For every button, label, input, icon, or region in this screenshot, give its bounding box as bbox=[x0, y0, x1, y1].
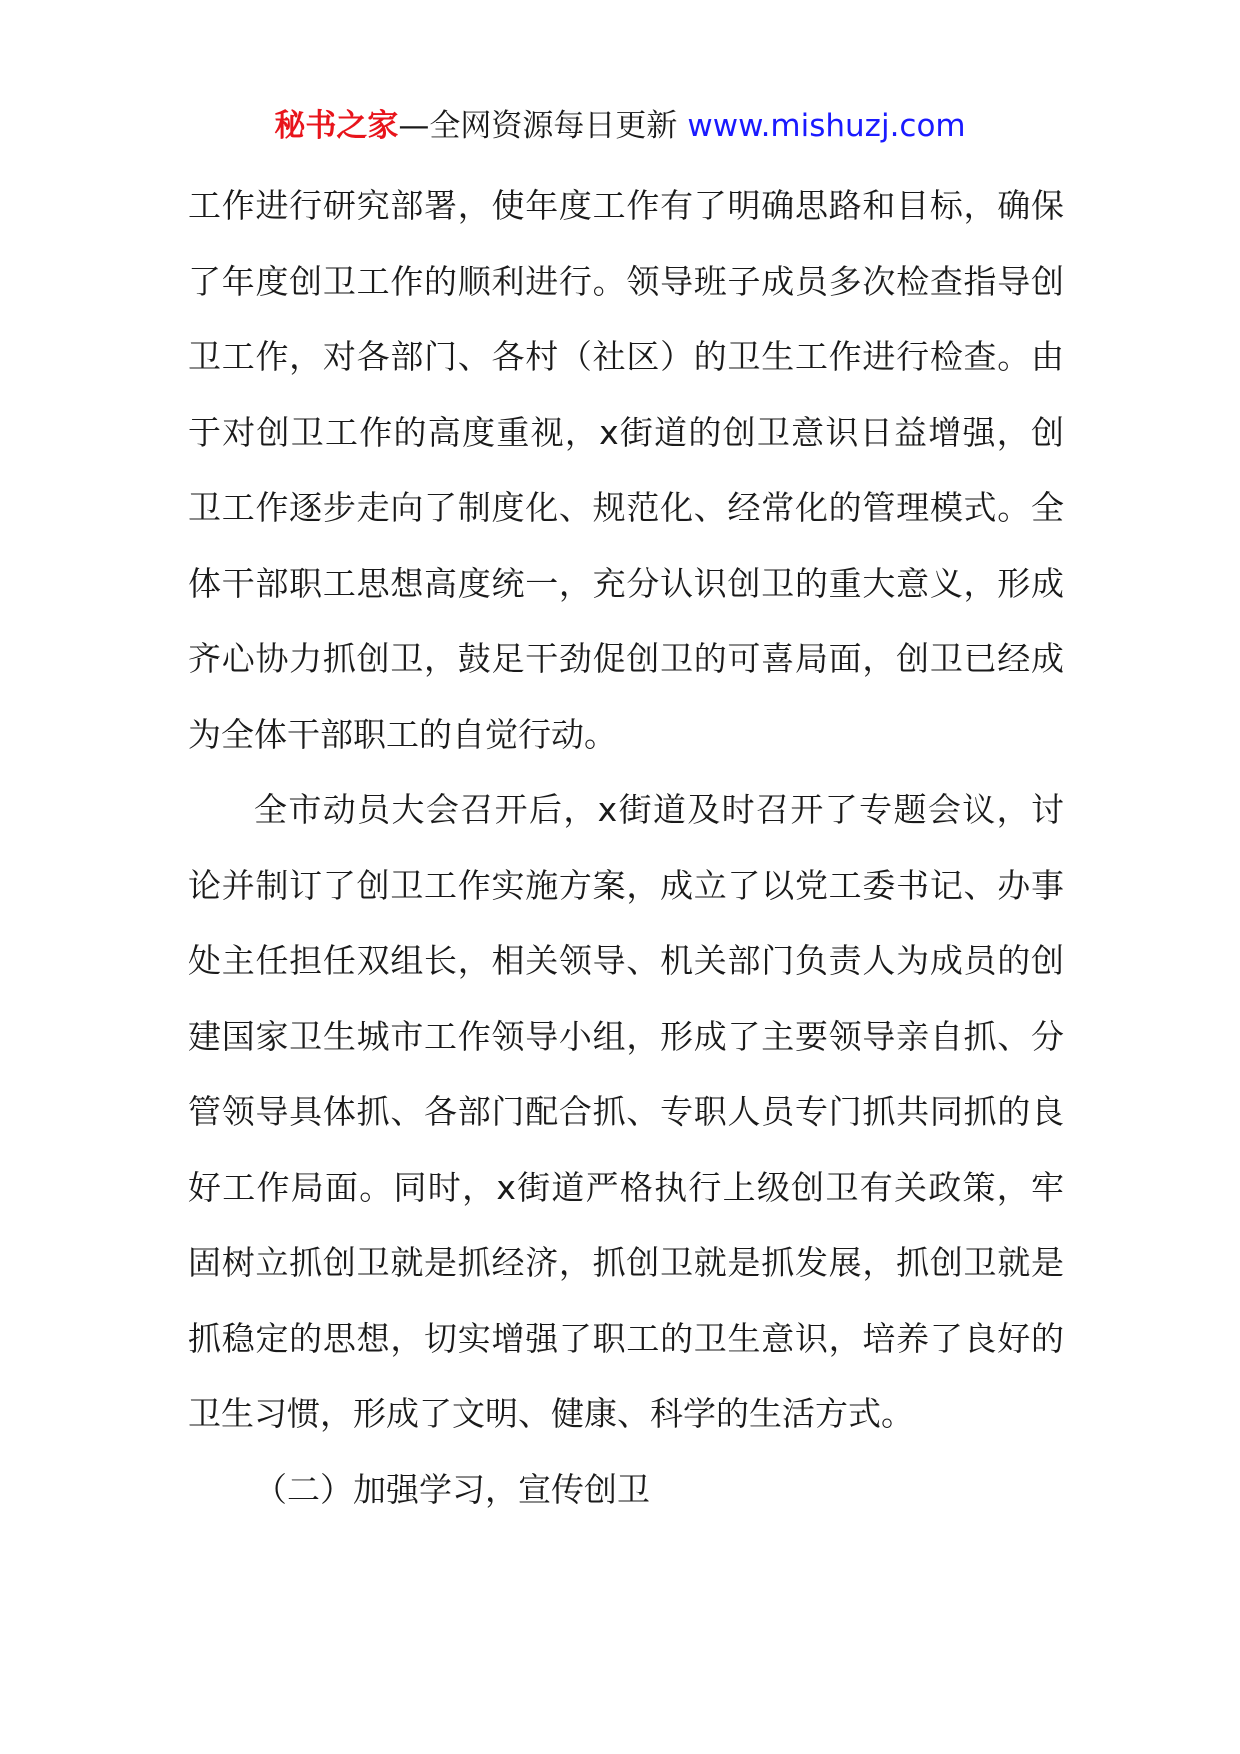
header-tagline: —全网资源每日更新 bbox=[398, 108, 678, 144]
site-url-link[interactable]: www.mishuzj.com bbox=[687, 108, 966, 144]
paragraph-continued: 工作进行研究部署，使年度工作有了明确思路和目标，确保了年度创卫工作的顺利进行。领导班子成员多次检查指导创卫工作，对各部门、各村（社区）的卫生工作进行检查。由于对创卫工作的高度重视，x街道的创卫意识日益增强，创卫工作逐步走向了制度化、规范化、经常化的管理模式。全体干部职工思想高度统一，充分认识创卫的重大意义，形成齐心协力抓创卫，鼓足干劲促创卫的可喜局面，创卫已经成为全体干部职工的自觉行动。 bbox=[188, 186, 1064, 754]
brand-name: 秘书之家 bbox=[274, 108, 399, 144]
document-body bbox=[188, 168, 1064, 1527]
page-header bbox=[0, 104, 1240, 148]
paragraph-mobilization: 全市动员大会召开后，x街道及时召开了专题会议，讨论并制订了创卫工作实施方案，成立了以党工委书记、办事处主任担任双组长，相关领导、机关部门负责人为成员的创建国家卫生城市工作领导小组，形成了主要领导亲自抓、分管领导具体抓、各部门配合抓、专职人员专门抓共同抓的良好工作局面。同时，x街道严格执行上级创卫有关政策，牢固树立抓创卫就是抓经济，抓创卫就是抓发展，抓创卫就是抓稳定的思想，切实增强了职工的卫生意识，培养了良好的卫生习惯，形成了文明、健康、科学的生活方式。 bbox=[188, 790, 1064, 1433]
section-heading: （二）加强学习，宣传创卫 bbox=[254, 1469, 650, 1509]
